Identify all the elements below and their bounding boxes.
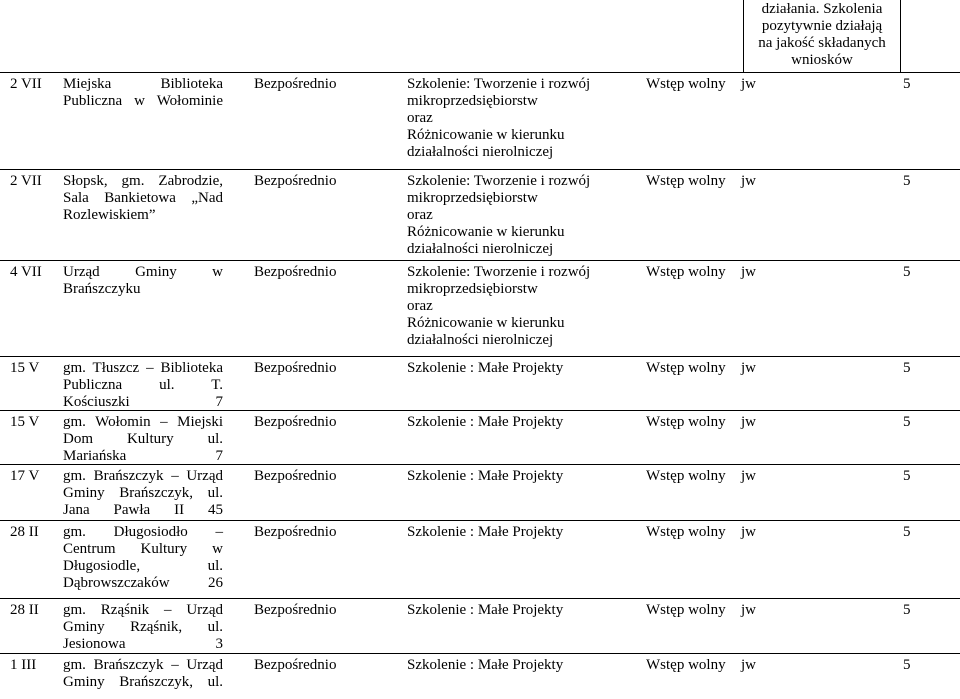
participant-count: 5	[903, 524, 911, 540]
count-cell	[903, 173, 911, 190]
event-access: Wstęp wolny	[646, 657, 726, 673]
count-cell	[903, 524, 911, 541]
date-cell	[10, 173, 42, 190]
event-place-line: Publiczna ul. T.	[63, 377, 223, 393]
event-place-line: gm. Długosiodło –	[63, 524, 223, 540]
participant-count: 5	[903, 264, 911, 280]
event-topic-line: mikroprzedsiębiorstw	[407, 93, 538, 109]
event-form: Bezpośrednio	[254, 468, 337, 484]
participant-count: 5	[903, 468, 911, 484]
event-place-line: Rozlewiskiem”	[63, 207, 156, 223]
event-access: Wstęp wolny	[646, 414, 726, 430]
event-topic-line: Szkolenie: Tworzenie i rozwój	[407, 264, 591, 280]
topic-cell	[407, 414, 612, 431]
count-cell	[903, 360, 911, 377]
header-cell-result	[743, 1, 901, 69]
event-topic-line: mikroprzedsiębiorstw	[407, 281, 538, 297]
event-date: 2 VII	[10, 76, 42, 92]
event-date: 4 VII	[10, 264, 42, 280]
event-topic-line: Szkolenie : Małe Projekty	[407, 360, 564, 376]
access-cell	[646, 360, 726, 377]
header-line: pozytywnie działają	[761, 18, 883, 34]
event-unit: jw	[741, 414, 756, 430]
event-access: Wstęp wolny	[646, 264, 726, 280]
date-cell	[10, 602, 39, 619]
event-place-line: Brańszczyku	[63, 281, 141, 297]
event-topic-line: oraz	[407, 298, 433, 314]
form-cell	[254, 414, 336, 431]
event-place-line: Jesionowa 3	[63, 636, 223, 652]
event-topic-line: Szkolenie : Małe Projekty	[407, 657, 564, 673]
date-cell	[10, 414, 39, 431]
topic-cell	[407, 468, 612, 485]
event-place-line: Słopsk, gm. Zabrodzie,	[63, 173, 223, 189]
participant-count: 5	[903, 360, 911, 376]
event-date: 28 II	[10, 602, 39, 618]
participant-count: 5	[903, 602, 911, 618]
event-topic-line: Szkolenie: Tworzenie i rozwój	[407, 76, 591, 92]
event-topic-line: Różnicowanie w kierunku	[407, 315, 565, 331]
count-cell	[903, 264, 911, 281]
event-place-line: Dąbrowszczaków 26	[63, 575, 223, 591]
event-unit: jw	[741, 360, 756, 376]
event-topic-line: Różnicowanie w kierunku	[407, 127, 565, 143]
topic-cell	[407, 524, 612, 541]
event-form: Bezpośrednio	[254, 657, 337, 673]
place-cell	[63, 264, 223, 298]
event-topic-line: oraz	[407, 207, 433, 223]
unit-cell	[741, 76, 756, 93]
place-cell	[63, 657, 223, 691]
event-unit: jw	[741, 76, 756, 92]
event-topic-line: Szkolenie : Małe Projekty	[407, 524, 564, 540]
header-line: na jakość składanych	[758, 35, 886, 51]
event-place-line: Długosiodle, ul.	[63, 558, 223, 574]
event-place-line: Publiczna w Wołominie	[63, 93, 223, 109]
access-cell	[646, 468, 726, 485]
date-cell	[10, 468, 39, 485]
access-cell	[646, 264, 726, 281]
row-divider	[0, 169, 960, 170]
topic-cell	[407, 360, 612, 377]
event-date: 17 V	[10, 468, 40, 484]
event-place-line: Urząd Gminy w	[63, 264, 223, 280]
date-cell	[10, 524, 39, 541]
place-cell	[63, 468, 223, 519]
event-form: Bezpośrednio	[254, 76, 337, 92]
date-cell	[10, 264, 42, 281]
event-topic-line: Szkolenie : Małe Projekty	[407, 468, 564, 484]
unit-cell	[741, 173, 756, 190]
event-place-line: Gminy Brańszczyk, ul.	[63, 485, 223, 501]
event-topic-line: działalności nierolniczej	[407, 332, 554, 348]
form-cell	[254, 76, 336, 93]
access-cell	[646, 414, 726, 431]
event-form: Bezpośrednio	[254, 360, 337, 376]
access-cell	[646, 657, 726, 674]
event-place-line: gm. Brańszczyk – Urząd	[63, 468, 223, 484]
unit-cell	[741, 414, 756, 431]
event-place-line: Centrum Kultury w	[63, 541, 223, 557]
event-form: Bezpośrednio	[254, 524, 337, 540]
unit-cell	[741, 264, 756, 281]
topic-cell	[407, 657, 612, 674]
row-divider	[0, 356, 960, 357]
event-date: 1 III	[10, 657, 37, 673]
event-date: 28 II	[10, 524, 39, 540]
event-topic-line: działalności nierolniczej	[407, 241, 554, 257]
access-cell	[646, 602, 726, 619]
row-divider	[0, 598, 960, 599]
access-cell	[646, 524, 726, 541]
header-line: działania. Szkolenia	[761, 1, 883, 17]
event-form: Bezpośrednio	[254, 414, 337, 430]
topic-cell	[407, 602, 612, 619]
participant-count: 5	[903, 657, 911, 673]
topic-cell	[407, 76, 612, 161]
event-access: Wstęp wolny	[646, 173, 726, 189]
event-place-line: gm. Tłuszcz – Biblioteka	[63, 360, 223, 376]
event-access: Wstęp wolny	[646, 360, 726, 376]
unit-cell	[741, 360, 756, 377]
place-cell	[63, 524, 223, 592]
event-access: Wstęp wolny	[646, 468, 726, 484]
unit-cell	[741, 468, 756, 485]
place-cell	[63, 602, 223, 653]
count-cell	[903, 414, 911, 431]
event-place-line: gm. Rząśnik – Urząd	[63, 602, 223, 618]
event-unit: jw	[741, 602, 756, 618]
event-place-line: Kościuszki 7	[63, 394, 223, 410]
place-cell	[63, 414, 223, 465]
count-cell	[903, 602, 911, 619]
event-place-line: Sala Bankietowa „Nad	[63, 190, 223, 206]
form-cell	[254, 264, 336, 281]
event-date: 2 VII	[10, 173, 42, 189]
access-cell	[646, 173, 726, 190]
participant-count: 5	[903, 173, 911, 189]
event-place-line: gm. Wołomin – Miejski	[63, 414, 223, 430]
count-cell	[903, 468, 911, 485]
place-cell	[63, 360, 223, 411]
event-place-line: gm. Brańszczyk – Urząd	[63, 657, 223, 673]
event-topic-line: Szkolenie : Małe Projekty	[407, 602, 564, 618]
form-cell	[254, 602, 336, 619]
row-divider	[0, 653, 960, 654]
event-date: 15 V	[10, 360, 40, 376]
row-divider	[0, 72, 960, 73]
event-date: 15 V	[10, 414, 40, 430]
unit-cell	[741, 524, 756, 541]
row-divider	[0, 520, 960, 521]
place-cell	[63, 76, 223, 110]
topic-cell	[407, 264, 612, 349]
event-topic-line: działalności nierolniczej	[407, 144, 554, 160]
event-unit: jw	[741, 468, 756, 484]
row-divider	[0, 260, 960, 261]
count-cell	[903, 657, 911, 674]
topic-cell	[407, 173, 612, 258]
date-cell	[10, 657, 36, 674]
form-cell	[254, 173, 336, 190]
place-cell	[63, 173, 223, 224]
event-topic-line: oraz	[407, 110, 433, 126]
event-access: Wstęp wolny	[646, 602, 726, 618]
event-topic-line: Szkolenie: Tworzenie i rozwój	[407, 173, 591, 189]
event-unit: jw	[741, 173, 756, 189]
event-unit: jw	[741, 264, 756, 280]
form-cell	[254, 468, 336, 485]
event-topic-line: Różnicowanie w kierunku	[407, 224, 565, 240]
event-topic-line: Szkolenie : Małe Projekty	[407, 414, 564, 430]
event-form: Bezpośrednio	[254, 602, 337, 618]
event-unit: jw	[741, 524, 756, 540]
event-place-line: Dom Kultury ul.	[63, 431, 223, 447]
participant-count: 5	[903, 414, 911, 430]
event-place-line: Gminy Brańszczyk, ul.	[63, 674, 223, 690]
event-access: Wstęp wolny	[646, 524, 726, 540]
count-cell	[903, 76, 911, 93]
unit-cell	[741, 602, 756, 619]
header-line: wniosków	[791, 52, 853, 68]
event-access: Wstęp wolny	[646, 76, 726, 92]
event-form: Bezpośrednio	[254, 264, 337, 280]
date-cell	[10, 360, 39, 377]
event-topic-line: mikroprzedsiębiorstw	[407, 190, 538, 206]
event-place-line: Jana Pawła II 45	[63, 502, 223, 518]
access-cell	[646, 76, 726, 93]
event-place-line: Gminy Rząśnik, ul.	[63, 619, 223, 635]
form-cell	[254, 524, 336, 541]
unit-cell	[741, 657, 756, 674]
form-cell	[254, 360, 336, 377]
event-place-line: Mariańska 7	[63, 448, 223, 464]
event-unit: jw	[741, 657, 756, 673]
form-cell	[254, 657, 336, 674]
event-place-line: Miejska Biblioteka	[63, 76, 223, 92]
event-form: Bezpośrednio	[254, 173, 337, 189]
date-cell	[10, 76, 42, 93]
participant-count: 5	[903, 76, 911, 92]
